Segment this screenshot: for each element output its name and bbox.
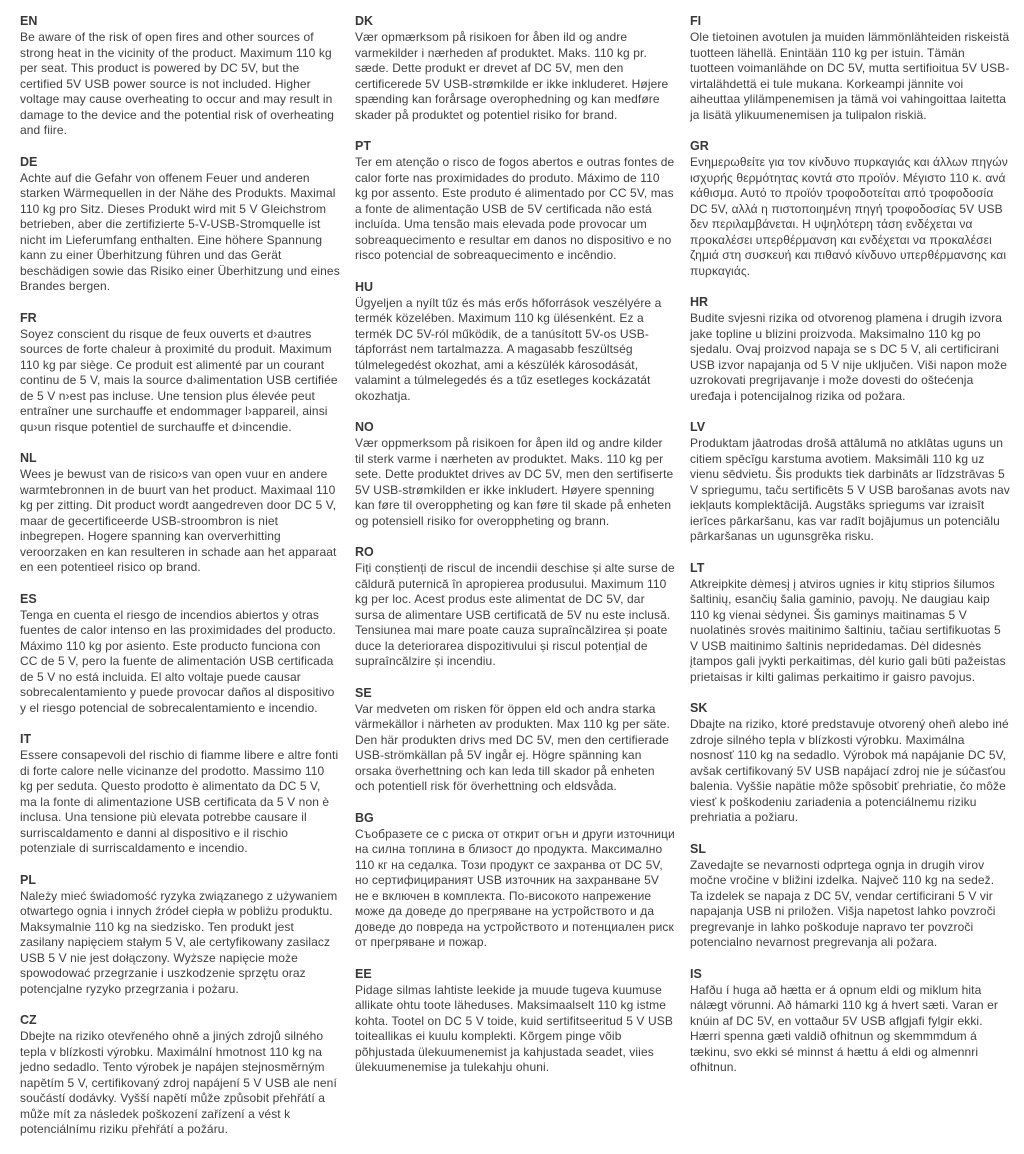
lang-code-lv: LV (690, 420, 706, 434)
lang-text-hu: Ügyeljen a nyílt tűz és más erős hőforrások veszélyére a termék közelében. Maximum 110 kg ülésenként. Ez a termék DC 5V-ról működik, de a tanúsított 5V-os USB-tápforrást nem tartalmazza. A magasabb feszültség túlmelegedést okozhat, ami a készülék károsodását, valamint a túlmelegedés és a tűz esetleges kockázatát okozhatja. (355, 295, 662, 403)
lang-code-de: DE (20, 154, 38, 169)
lang-section-fr (20, 311, 340, 436)
lang-code-ro: RO (355, 545, 374, 559)
lang-section-pl (20, 873, 340, 998)
lang-code-ee: EE (355, 966, 372, 981)
lang-section-de (20, 155, 340, 295)
lang-text-en: Be aware of the risk of open fires and other sources of strong heat in the vicinity of the product. Maximum 110 kg per seat. This product is powered by DC 5V, but the certified 5V USB power source is not included. Higher voltage may cause overheating to occur and may result in damage to the device and the potential risk of overheating and fiire. (20, 30, 335, 137)
lang-code-hu: HU (355, 279, 374, 294)
lang-text-bg: Съобразете се с риска от открит огън и други източници на силна топлина в близост до продукта. Максимално 110 кг на седалка. Този продукт се захранва от DC 5V, но сертифицираният USB източник на захранване 5V не е включен в комплекта. По-високото напрежение може да доведе до прегряване на устройството и да доведе до повреда на устройството и потенциален риск от прегряване и пожар. (355, 826, 675, 949)
lang-code-gr: GR (690, 139, 709, 153)
lang-code-nl: NL (20, 451, 37, 465)
lang-section-sk (690, 701, 1010, 826)
lang-section-it (20, 732, 340, 857)
lang-section-lv (690, 420, 1010, 545)
lang-code-cz: CZ (20, 1013, 37, 1027)
lang-text-it: Essere consapevoli del rischio di fiamme libere e altre fonti di forte calore nelle vicinanze del prodotto. Massimo 110 kg per seduta. Questo prodotto è alimentato da DC 5 V, ma la fonte di alimentazione USB certificata da 5 V non è inclusa. Una tensione più elevata potrebbe causare il surriscaldamento e danni al dispositivo e il rischio potenziale di surriscaldamento e incendio. (20, 748, 339, 855)
lang-text-gr: Ενημερωθείτε για τον κίνδυνο πυρκαγιάς και άλλων πηγών ισχυρής θερμότητας κοντά στο προϊόν. Μέγιστο 110 κ. ανά κάθισμα. Αυτό το προϊόν τροφοδοτείται από τροφοδοσία DC 5V, αλλά η πιστοποιημένη πηγή τροφοδοσίας 5V USB δεν περιλαμβάνεται. Η υψηλότερη τάση ενδέχεται να προκαλέσει υπερθέρμανση και ενδέχεται να προκαλέσει ζημιά στη συσκευή και πιθανό κίνδυνο υπερθέρμανσης και πυρκαγιάς. (690, 155, 1008, 278)
lang-code-pt: PT (355, 139, 371, 153)
lang-text-sk: Dbajte na riziko, ktoré predstavuje otvorený oheň alebo iné zdroje silného tepla v blízkosti výrobku. Maximálna nosnosť 110 kg na sedadlo. Výrobok má napájanie DC 5V, avšak certifikovaný 5V USB napájací zdroj nie je súčasťou balenia. Vyššie napätie môže spôsobiť prehriatie, čo môže viesť k poškodeniu zariadenia a potenciálnemu riziku prehriatia a požiaru. (690, 717, 1009, 824)
lang-code-lt: LT (690, 560, 705, 575)
lang-section-ro (355, 545, 675, 670)
lang-text-fi: Ole tietoinen avotulen ja muiden lämmönlähteiden riskeistä tuotteen lähellä. Enintään 110 kg per istuin. Tämän tuotteen voimanlähde on DC 5V, mutta sertifioitua 5V USB-virtalähdettä ei tule mukana. Korkeampi jännite voi aiheuttaa ylilämpenemisen ja tämä voi vahingoittaa laitetta ja lisätä ylikuumenemisen ja tulipalon riskiä. (690, 30, 1010, 122)
lang-text-ee: Pidage silmas lahtiste leekide ja muude tugeva kuumuse allikate ohtu toote läheduses. Maksimaalselt 110 kg istme kohta. Tootel on DC 5 V toide, kuid sertifitseeritud 5 V USB toiteallikas ei kuulu komplekti. Kõrgem pinge võib põhjustada ülekuumenemist ja kahjustada seadet, viies ülekuumenemise ja tulekahju ohuni. (355, 982, 673, 1074)
lang-text-dk: Vær opmærksom på risikoen for åben ild og andre varmekilder i nærheden af produktet. Maks. 110 kg pr. sæde. Dette produkt er drevet af DC 5V, men den certificerede 5V USB-strømkilde er ikke inkluderet. Højere spænding kan forårsage overophedning og kan medføre skader på produktet og potentiel risiko for brand. (355, 30, 669, 122)
lang-code-en: EN (20, 14, 38, 28)
lang-section-fi (690, 14, 1010, 123)
lang-code-se: SE (355, 685, 372, 700)
lang-text-hr: Budite svjesni rizika od otvorenog plamena i drugih izvora jake topline u blizini proizvoda. Maksimalno 110 kg po sjedalu. Ovaj proizvod napaja se s DC 5 V, ali certificirani USB izvor napajanja od 5 V nije uključen. Viši napon može uzrokovati pregrijavanje i može dovesti do oštećenja uređaja i potencijalnog rizika od požara. (690, 311, 1007, 403)
lang-section-no (355, 420, 675, 529)
lang-code-fi: FI (690, 14, 702, 28)
lang-code-is: IS (690, 966, 702, 981)
column-2 (355, 14, 675, 1154)
lang-section-cz (20, 1013, 340, 1138)
lang-code-bg: BG (355, 810, 374, 825)
lang-code-pl: PL (20, 872, 36, 887)
lang-section-bg (355, 811, 675, 951)
lang-code-sl: SL (690, 841, 706, 856)
lang-code-it: IT (20, 732, 32, 746)
lang-section-se (355, 686, 675, 795)
lang-text-lv: Produktam jāatrodas drošā attālumā no atklātas uguns un citiem spēcīgu karstuma avotiem. Maksimāli 110 kg uz vienu sēdvietu. Šis produkts tiek darbināts ar līdzstrāvas 5 V spriegumu, taču sertificēts 5 V USB barošanas avots nav iekļauts komplektācijā. Augstāks spriegums var izraisīt ierīces pārkaršanu, kas var radīt bojājumus un potenciālu pārkaršanas un ugunsgrēka risku. (690, 436, 1010, 543)
column-3 (690, 14, 1010, 1154)
lang-text-fr: Soyez conscient du risque de feux ouverts et d›autres sources de forte chaleur à proximité du produit. Maximum 110 kg par siège. Ce produit est alimenté par un courant continu de 5 V, mais la source d›alimentation USB certifiée de 5 V n›est pas incluse. Une tension plus élevée peut entraîner une surchauffe et endommager l›appareil, ainsi qu›un risque potentiel de surchauffe et d›incendie. (20, 326, 338, 434)
lang-code-dk: DK (355, 14, 374, 28)
lang-text-se: Var medveten om risken för öppen eld och andra starka värmekällor i närheten av produkten. Max 110 kg per säte. Den här produkten drivs med DC 5V, men den certifierade USB-strömkällan på 5V ingår ej. Högre spänning kan orsaka överhettning och kan leda till skador på enheten och potentiell risk för överhettning och eldsvåda. (355, 701, 670, 793)
lang-section-en (20, 14, 340, 139)
lang-code-sk: SK (690, 701, 708, 715)
lang-section-pt (355, 139, 675, 264)
lang-section-ee (355, 967, 675, 1076)
lang-text-ro: Fiți conștienți de riscul de incendii deschise și alte surse de căldură puternică în apropierea produsului. Maximum 110 kg per loc. Acest produs este alimentat de DC 5V, dar sursa de alimentare USB certificată de 5V nu este inclusă. Tensiunea mai mare poate cauza supraîncălzirea și poate duce la deteriorarea dispozitivului și riscul potențial de supraîncălzire și incendiu. (355, 561, 675, 668)
column-1 (20, 14, 340, 1154)
lang-code-fr: FR (20, 310, 37, 325)
lang-section-nl (20, 451, 340, 576)
lang-text-es: Tenga en cuenta el riesgo de incendios abiertos y otras fuentes de calor intenso en las proximidades del producto. Máximo 110 kg por asiento. Este producto funciona con CC de 5 V, pero la fuente de alimentación USB certificada de 5 V no está incluida. El alto voltaje puede causar sobrecalentamiento y puede provocar daños al dispositivo y el riesgo potencial de sobrecalentamiento e incendio. (20, 607, 336, 715)
lang-section-es (20, 592, 340, 717)
lang-section-hu (355, 280, 675, 405)
lang-code-es: ES (20, 591, 37, 606)
lang-text-cz: Dbejte na riziko otevřeného ohně a jiných zdrojů silného tepla v blízkosti výrobku. Maximální hmotnost 110 kg na jedno sedadlo. Tento výrobek je napájen stejnosměrným napětím 5 V, certifikovaný zdroj napájení 5 V USB ale není součástí dodávky. Vyšší napětí může způsobit přehřátí a může mít za následek poškození zařízení a vést k potenciálnímu riziku přehřátí a požáru. (20, 1029, 337, 1136)
lang-text-pl: Należy mieć świadomość ryzyka związanego z używaniem otwartego ognia i innych źródeł ciepła w pobliżu produktu. Maksymalnie 110 kg na siedzisko. Ten produkt jest zasilany napięciem stałym 5 V, ale certyfikowany zasilacz USB 5 V nie jest dołączony. Wyższe napięcie może spowodować przegrzanie i uszkodzenie sprzętu oraz potencjalne ryzyko przegrzania i pożaru. (20, 888, 338, 996)
lang-section-dk (355, 14, 675, 123)
lang-text-lt: Atkreipkite dėmesį į atviros ugnies ir kitų stiprios šilumos šaltinių, esančių šalia gaminio, pavojų. Ne daugiau kaip 110 kg vienai sėdynei. Šis gaminys maitinamas 5 V nuolatinės srovės maitinimo šaltiniu, tačiau sertifikuotas 5 V USB maitinimo šaltinis nepridedamas. Dėl didesnės įtampos gali įvykti perkaitimas, dėl kurio gali būti pažeistas prietaisas ir kilti galimas perkaitimo ir gaisro pavojus. (690, 576, 1006, 684)
lang-text-pt: Ter em atenção o risco de fogos abertos e outras fontes de calor forte nas proximidades do produto. Máximo de 110 kg por assento. Este produto é alimentado por CC 5V, mas a fonte de alimentação USB de 5V certificada não está incluída. Uma tensão mais elevada pode provocar um sobreaquecimento e resultar em danos no dispositivo e no risco potencial de sobreaquecimento e incêndio. (355, 155, 675, 262)
lang-text-no: Vær oppmerksom på risikoen for åpen ild og andre kilder til sterk varme i nærheten av produktet. Maks. 110 kg per sete. Dette produktet drives av DC 5V, men den sertifiserte 5V USB-strømkilden er ikke inkludert. Høyere spenning kan føre til overoppheting og kan føre til skade på enheten og potensiell risiko for overoppheting og brann. (355, 436, 674, 528)
lang-section-gr (690, 139, 1010, 279)
lang-section-hr (690, 295, 1010, 404)
lang-section-is (690, 967, 1010, 1076)
lang-text-de: Achte auf die Gefahr von offenem Feuer und anderen starken Wärmequellen in der Nähe des Produkts. Maximal 110 kg pro Sitz. Dieses Produkt wird mit 5 V Gleichstrom betrieben, aber die zertifizierte 5-V-USB-Stromquelle ist nicht im Lieferumfang enthalten. Eine höhere Spannung kann zu einer Überhitzung führen und das Gerät beschädigen sowie das Risiko einer Überhitzung und eines Brandes bergen. (20, 170, 340, 293)
lang-text-sl: Zavedajte se nevarnosti odprtega ognja in drugih virov močne vročine v bližini izdelka. Največ 110 kg na sedež. Ta izdelek se napaja z DC 5V, vendar certificirani 5 V vir napajanja USB ni priložen. Višja napetost lahko povzroči pregrevanje in lahko poškoduje napravo ter povzroči potencialno nevarnost pregrevanja ali požara. (690, 857, 996, 949)
lang-text-is: Hafðu í huga að hætta er á opnum eldi og miklum hita nálægt vörunni. Að hámarki 110 kg á hvert sæti. Varan er knúin af DC 5V, en vottaður 5V USB aflgjafi fylgir ekki. Hærri spenna gæti valdið ofhitnun og skemmmdum á tækinu, svo ekki sé minnst á hættu á eldi og almennri ofhitnun. (690, 982, 998, 1074)
lang-section-lt (690, 561, 1010, 686)
lang-code-hr: HR (690, 295, 709, 309)
lang-text-nl: Wees je bewust van de risico›s van open vuur en andere warmtebronnen in de buurt van het product. Maximaal 110 kg per zitting. Dit product wordt aangedreven door DC 5 V, maar de gecertificeerde USB-stroombron is niet inbegrepen. Hogere spanning kan oververhitting veroorzaken en kan resulteren in schade aan het apparaat en een potentieel risico op brand. (20, 467, 337, 574)
lang-code-no: NO (355, 420, 374, 434)
lang-section-sl (690, 842, 1010, 951)
